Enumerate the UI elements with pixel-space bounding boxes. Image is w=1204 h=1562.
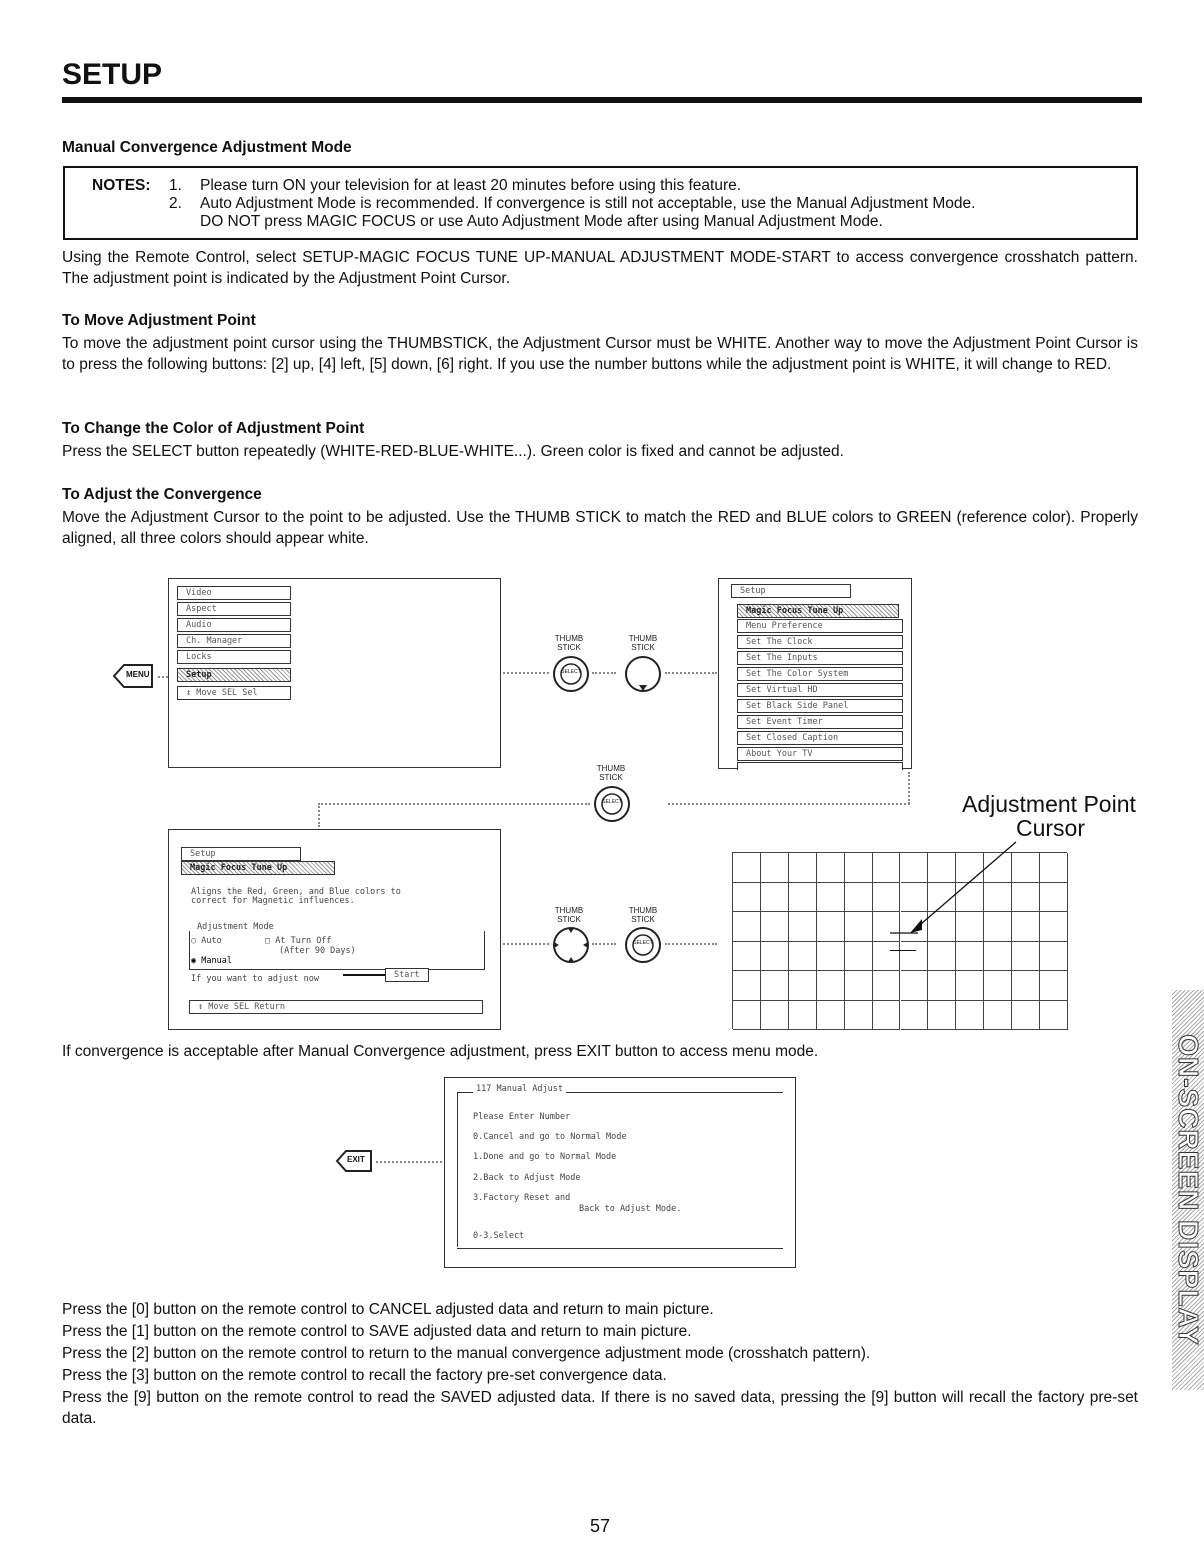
grid-cell — [1040, 912, 1068, 942]
grid-cell — [1012, 942, 1040, 972]
grid-cell — [761, 912, 789, 942]
note-2-text: Auto Adjustment Mode is recommended. If convergence is still not acceptable, use the Manual Adjustment Mode. — [200, 195, 976, 212]
grid-cell — [761, 853, 789, 883]
grid-cell — [956, 1001, 984, 1031]
mf-manual-label: Manual — [201, 956, 232, 966]
cursor-label-line1: Adjustment Point — [962, 791, 1136, 817]
mf-auto-label: Auto — [201, 936, 222, 946]
menu-item-locks[interactable]: Locks — [177, 650, 291, 664]
mf-after-label: (After 90 Days) — [279, 946, 356, 956]
mf-subtitle[interactable]: Magic Focus Tune Up — [181, 861, 335, 875]
setup-item-magic-focus[interactable]: Magic Focus Tune Up — [737, 604, 899, 618]
grid-cell — [873, 971, 901, 1001]
manual-adjust-footer: 0-3.Select — [473, 1231, 525, 1241]
select-label-2: SELECT — [602, 799, 622, 805]
setup-menu-title: Setup — [731, 584, 851, 598]
notes-label: NOTES: — [92, 177, 151, 194]
grid-cell — [789, 883, 817, 913]
grid-cell — [789, 1001, 817, 1031]
grid-cell — [1012, 1001, 1040, 1031]
grid-cell — [817, 942, 845, 972]
bottom-line-3: Press the [3] button on the remote control to recall the factory pre-set convergence data. — [62, 1367, 667, 1384]
menu-item-audio[interactable]: Audio — [177, 618, 291, 632]
manual-line-4[interactable]: 3.Factory Reset and — [473, 1193, 571, 1203]
move-point-body: To move the adjustment point cursor using the THUMBSTICK, the Adjustment Cursor must be WHITE. Another way to move the Adjustment Point Cursor is to press the following buttons: [2] up, [4] left, [5] down, [6] right. If you use the number buttons while the adjustment point is WHITE, it will change to RED. — [62, 335, 1138, 373]
adjust-body: Move the Adjustment Cursor to the point to be adjusted. Use the THUMB STICK to match the RED and BLUE colors to GREEN (reference color). Properly aligned, all three colors should appear white. — [62, 509, 1138, 547]
title-rule — [62, 97, 1142, 103]
grid-cell — [901, 971, 929, 1001]
change-color-heading: To Change the Color of Adjustment Point — [62, 420, 365, 437]
thumbstick-dir-icon[interactable] — [552, 926, 590, 969]
setup-item-inputs[interactable]: Set The Inputs — [737, 651, 903, 665]
mf-manual-option[interactable]: ◉ Manual — [191, 956, 232, 966]
bottom-line-2: Press the [2] button on the remote control to return to the manual convergence adjustment mode (crosshatch pattern). — [62, 1345, 871, 1362]
cursor-pointer-line — [888, 840, 1028, 945]
arrow-line-6 — [592, 943, 616, 945]
note-1-num: 1. — [169, 177, 182, 194]
exit-button-label: EXIT — [347, 1155, 365, 1164]
grid-cell — [901, 1001, 929, 1031]
manual-line-5: Back to Adjust Mode. — [579, 1204, 682, 1214]
note-1-text: Please turn ON your television for at least 20 minutes before using this feature. — [200, 177, 742, 194]
side-tab-label: ON-SCREEN DISPLAY — [1173, 1034, 1204, 1346]
setup-item-virtual-hd[interactable]: Set Virtual HD — [737, 683, 903, 697]
manual-line-0: Please Enter Number — [473, 1112, 571, 1122]
manual-adjust-title: 117 Manual Adjust — [473, 1084, 566, 1094]
page-title: SETUP — [62, 58, 163, 91]
return-line-v — [908, 772, 910, 804]
arrow-line-3 — [592, 672, 616, 674]
thumbstick-select-icon-1[interactable] — [552, 655, 590, 698]
grid-cell — [817, 853, 845, 883]
bottom-line-4: Press the [9] button on the remote control to read the SAVED adjusted data. If there is no saved data, pressing the [9] button will recall the factory pre-set data. — [62, 1389, 1138, 1427]
setup-item-menu-pref[interactable]: Menu Preference — [737, 619, 903, 633]
grid-cell — [817, 912, 845, 942]
mf-auto-option[interactable]: ○ Auto — [191, 936, 222, 946]
grid-cell — [733, 1001, 761, 1031]
grid-cell — [1012, 971, 1040, 1001]
exit-instruction: If convergence is acceptable after Manual Convergence adjustment, press EXIT button to access menu mode. — [62, 1043, 819, 1060]
move-point-heading: To Move Adjustment Point — [62, 312, 256, 329]
grid-cell — [817, 883, 845, 913]
grid-cell — [761, 971, 789, 1001]
mf-prompt-arrow — [343, 974, 387, 976]
arrow-line-7 — [665, 943, 717, 945]
grid-cell — [1040, 853, 1068, 883]
setup-menu-panel — [718, 578, 912, 769]
grid-cell — [761, 883, 789, 913]
grid-cell — [789, 853, 817, 883]
main-menu-footer: ↕ Move SEL Sel — [177, 686, 291, 700]
grid-cell — [733, 942, 761, 972]
grid-cell — [873, 942, 901, 972]
return-line-h1 — [668, 803, 910, 805]
grid-cell — [817, 1001, 845, 1031]
setup-item-event-timer[interactable]: Set Event Timer — [737, 715, 903, 729]
manual-line-1[interactable]: 0.Cancel and go to Normal Mode — [473, 1132, 627, 1142]
grid-cell — [928, 942, 956, 972]
cursor-label-line2: Cursor — [1016, 815, 1086, 841]
change-color-body: Press the SELECT button repeatedly (WHITE-RED-BLUE-WHITE...). Green color is fixed and cannot be adjusted. — [62, 443, 844, 460]
adjustment-cursor-marker — [890, 950, 916, 951]
exit-button-icon — [334, 1148, 374, 1179]
grid-cell — [984, 942, 1012, 972]
mf-title: Setup — [181, 847, 301, 861]
setup-item-about[interactable]: About Your TV — [737, 747, 903, 761]
setup-menu-footer — [737, 762, 903, 770]
mf-description: Aligns the Red, Green, and Blue colors to correct for Magnetic influences. — [191, 887, 401, 906]
select-label-3: SELECT — [633, 940, 653, 946]
thumb-label-3: THUMB STICK — [596, 764, 626, 782]
thumbstick-select-icon-3[interactable] — [624, 926, 662, 969]
page-number: 57 — [590, 1516, 611, 1536]
grid-cell — [873, 1001, 901, 1031]
return-line-h2 — [318, 803, 590, 805]
grid-cell — [845, 883, 873, 913]
grid-cell — [1040, 971, 1068, 1001]
grid-cell — [845, 853, 873, 883]
grid-cell — [1040, 942, 1068, 972]
menu-item-video[interactable]: Video — [177, 586, 291, 600]
setup-item-clock[interactable]: Set The Clock — [737, 635, 903, 649]
mf-start-button[interactable]: Start — [385, 968, 429, 982]
mf-mode-label: Adjustment Mode — [197, 922, 274, 932]
grid-cell — [733, 912, 761, 942]
select-label-1: SELECT — [561, 669, 581, 675]
grid-cell — [1040, 883, 1068, 913]
grid-cell — [733, 853, 761, 883]
grid-cell — [761, 1001, 789, 1031]
grid-cell — [733, 883, 761, 913]
grid-cell — [1040, 1001, 1068, 1031]
setup-item-black-panel[interactable]: Set Black Side Panel — [737, 699, 903, 713]
grid-cell — [761, 942, 789, 972]
grid-cell — [845, 942, 873, 972]
grid-cell — [956, 942, 984, 972]
menu-button-label: MENU — [126, 670, 150, 679]
manual-line-3[interactable]: 2.Back to Adjust Mode — [473, 1173, 581, 1183]
adjust-heading: To Adjust the Convergence — [62, 486, 262, 503]
grid-cell — [928, 971, 956, 1001]
setup-item-closed-caption[interactable]: Set Closed Caption — [737, 731, 903, 745]
arrow-line-1 — [158, 676, 168, 678]
notes-box — [63, 166, 1138, 240]
main-menu-panel — [168, 578, 501, 768]
thumbstick-down-icon-1[interactable] — [624, 655, 662, 698]
grid-cell — [928, 1001, 956, 1031]
manual-adjust-panel — [444, 1077, 796, 1268]
grid-cell — [984, 1001, 1012, 1031]
arrow-line-8 — [376, 1161, 442, 1163]
section-title: Manual Convergence Adjustment Mode — [62, 139, 352, 156]
menu-item-ch-manager[interactable]: Ch. Manager — [177, 634, 291, 648]
note-2-num: 2. — [169, 195, 182, 212]
mf-prompt: If you want to adjust now — [191, 974, 319, 984]
grid-cell — [984, 971, 1012, 1001]
magic-focus-panel — [168, 829, 501, 1030]
bottom-line-1: Press the [1] button on the remote control to SAVE adjusted data and return to main picture. — [62, 1323, 692, 1340]
grid-cell — [733, 971, 761, 1001]
grid-cell — [789, 942, 817, 972]
arrow-line-4 — [665, 672, 717, 674]
note-2-cont: DO NOT press MAGIC FOCUS or use Auto Adjustment Mode after using Manual Adjustment Mode. — [200, 213, 883, 230]
side-tab — [1172, 990, 1204, 1390]
bottom-line-0: Press the [0] button on the remote control to CANCEL adjusted data and return to main picture. — [62, 1301, 714, 1318]
manual-line-2[interactable]: 1.Done and go to Normal Mode — [473, 1152, 617, 1162]
menu-item-aspect[interactable]: Aspect — [177, 602, 291, 616]
menu-button-icon — [110, 662, 156, 695]
grid-cell — [789, 971, 817, 1001]
grid-cell — [845, 1001, 873, 1031]
thumb-label-2: THUMB STICK — [628, 634, 658, 652]
return-line-v2 — [318, 803, 320, 827]
thumb-label-5: THUMB STICK — [628, 906, 658, 924]
grid-cell — [789, 912, 817, 942]
manual-adjust-divider — [457, 1248, 783, 1249]
mf-turnoff-label: At Turn Off — [275, 936, 332, 946]
thumbstick-select-icon-2[interactable] — [593, 785, 631, 828]
setup-item-color-system[interactable]: Set The Color System — [737, 667, 903, 681]
thumb-label-1: THUMB STICK — [554, 634, 584, 652]
arrow-line-2 — [503, 672, 549, 674]
thumb-label-4: THUMB STICK — [554, 906, 584, 924]
grid-cell — [845, 971, 873, 1001]
grid-cell — [845, 912, 873, 942]
arrow-line-5 — [503, 943, 549, 945]
mf-footer: ↕ Move SEL Return — [189, 1000, 483, 1014]
grid-cell — [817, 971, 845, 1001]
menu-item-setup[interactable]: Setup — [177, 668, 291, 682]
grid-cell — [956, 971, 984, 1001]
grid-cell — [901, 942, 929, 972]
mf-turnoff-option[interactable]: □ At Turn Off — [265, 936, 332, 946]
intro-paragraph: Using the Remote Control, select SETUP-MAGIC FOCUS TUNE UP-MANUAL ADJUSTMENT MODE-START to access convergence crosshatch pattern. The adjustment point is indicated by the Adjustment Point Cursor. — [62, 249, 1138, 287]
